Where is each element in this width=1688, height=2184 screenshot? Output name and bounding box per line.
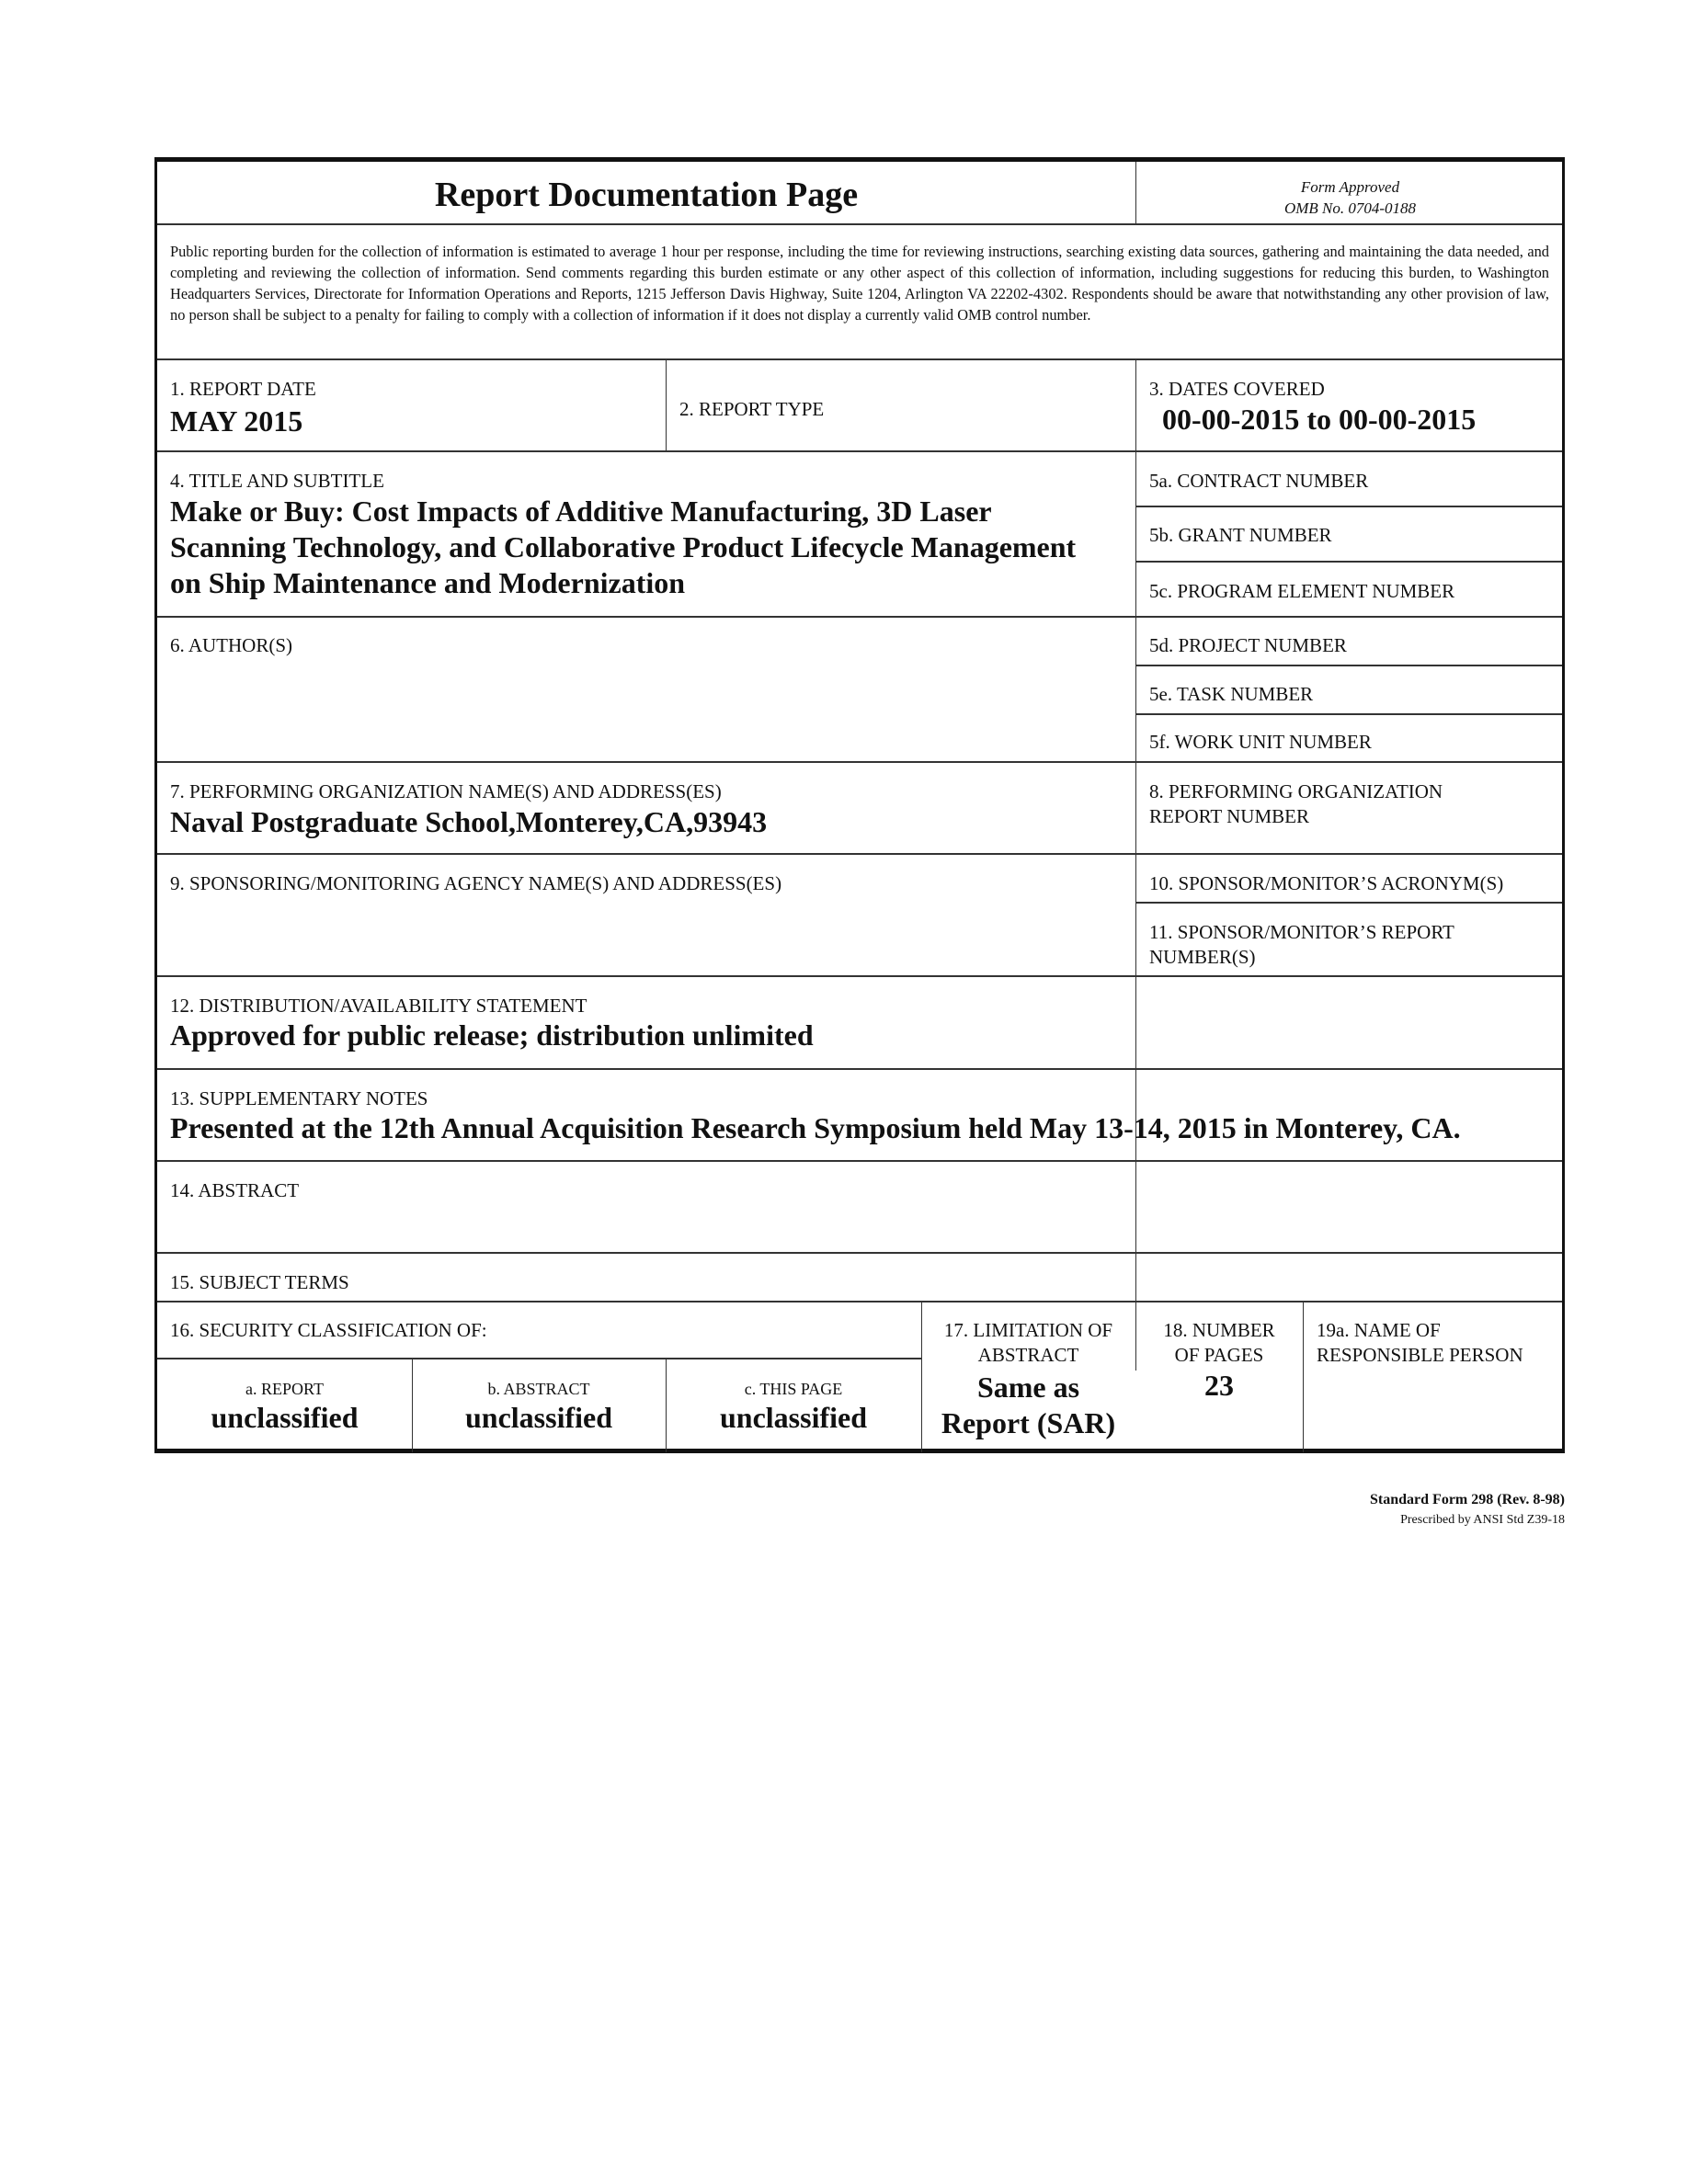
supplementary-notes-label: 13. SUPPLEMENTARY NOTES [170, 1087, 428, 1109]
security-abstract-value[interactable]: unclassified [464, 1401, 613, 1434]
limitation-of-abstract-value-1[interactable]: Same as [976, 1371, 1080, 1404]
responsible-person-label-2: RESPONSIBLE PERSON [1317, 1344, 1523, 1366]
abstract-label: 14. ABSTRACT [170, 1179, 300, 1201]
sponsor-report-number-label-2: NUMBER(S) [1149, 946, 1256, 968]
divider [157, 975, 1562, 977]
divider [1135, 162, 1136, 223]
divider [157, 761, 1562, 763]
report-date-value[interactable]: MAY 2015 [170, 404, 303, 438]
security-report-label: a. REPORT [245, 1380, 324, 1398]
dates-covered-value[interactable]: 00-00-2015 to 00-00-2015 [1162, 403, 1477, 436]
limitation-of-abstract-label-1: 17. LIMITATION OF [943, 1319, 1113, 1341]
divider [157, 450, 1562, 452]
security-this-page-value[interactable]: unclassified [719, 1401, 868, 1434]
number-of-pages-label-2: OF PAGES [1174, 1344, 1264, 1366]
program-element-number-label: 5c. PROGRAM ELEMENT NUMBER [1149, 580, 1455, 602]
divider [1303, 1301, 1304, 1452]
title-line-2[interactable]: Scanning Technology, and Collaborative Product Lifecycle Management [170, 530, 1077, 563]
security-classification-label: 16. SECURITY CLASSIFICATION OF: [170, 1319, 487, 1341]
limitation-of-abstract-label-2: ABSTRACT [977, 1344, 1079, 1366]
divider [157, 1301, 1562, 1302]
divider [1135, 665, 1562, 666]
distribution-label: 12. DISTRIBUTION/AVAILABILITY STATEMENT [170, 995, 587, 1017]
title-line-1[interactable]: Make or Buy: Cost Impacts of Additive Manufacturing, 3D Laser [170, 495, 992, 528]
divider [157, 223, 1562, 225]
divider [1135, 561, 1562, 563]
task-number-label: 5e. TASK NUMBER [1149, 683, 1314, 705]
security-abstract-label: b. ABSTRACT [487, 1380, 590, 1398]
omb-number: OMB No. 0704-0188 [1283, 199, 1417, 217]
grant-number-label: 5b. GRANT NUMBER [1149, 524, 1332, 546]
responsible-person-label-1: 19a. NAME OF [1317, 1319, 1441, 1341]
divider [1135, 506, 1562, 507]
security-this-page-label: c. THIS PAGE [744, 1380, 843, 1398]
divider [157, 1358, 921, 1359]
performing-org-label: 7. PERFORMING ORGANIZATION NAME(S) AND ADDRESS(ES) [170, 780, 722, 802]
form-title: Report Documentation Page [434, 176, 859, 214]
project-number-label: 5d. PROJECT NUMBER [1149, 634, 1347, 656]
title-subtitle-label: 4. TITLE AND SUBTITLE [170, 470, 384, 492]
performing-org-report-number-label-2: REPORT NUMBER [1149, 805, 1309, 827]
dates-covered-label: 3. DATES COVERED [1149, 378, 1325, 400]
work-unit-number-label: 5f. WORK UNIT NUMBER [1149, 731, 1372, 753]
form-approved-label: Form Approved [1300, 178, 1400, 196]
subject-terms-label: 15. SUBJECT TERMS [170, 1271, 349, 1293]
divider [1135, 902, 1562, 904]
burden-statement: Public reporting burden for the collection of information is estimated to average 1 hour per response, including the time for reviewing instructions, searching existing data sources, gathering and maintaining the data needed, and completing and reviewing the collection of information. Send comments regarding this burden estimate or any other aspect of this collection of information, including suggestions for reducing this burden, to Washington Headquarters Services, Directorate for Information Operations and Reports, 1215 Jefferson Davis Highway, Suite 1204, Arlington VA 22202-4302. Respondents should be aware that notwithstanding any other provision of law, no person shall be subject to a penalty for failing to comply with a collection of information if it does not display a currently valid OMB control number. [170, 243, 1549, 324]
report-date-label: 1. REPORT DATE [170, 378, 316, 400]
prescribed-by: Prescribed by ANSI Std Z39-18 [1400, 1513, 1565, 1527]
limitation-of-abstract-value-2[interactable]: Report (SAR) [941, 1406, 1116, 1439]
distribution-value[interactable]: Approved for public release; distribution unlimited [170, 1018, 814, 1052]
title-line-3[interactable]: on Ship Maintenance and Modernization [170, 566, 686, 599]
form-header [157, 162, 1562, 223]
sponsoring-agency-label: 9. SPONSORING/MONITORING AGENCY NAME(S) AND ADDRESS(ES) [170, 872, 782, 894]
divider [157, 616, 1562, 618]
divider [1135, 358, 1136, 1371]
divider [157, 358, 1562, 360]
supplementary-notes-value[interactable]: Presented at the 12th Annual Acquisition Research Symposium held May 13-14, 2015 in Monterey, CA. [170, 1111, 1461, 1144]
divider [1135, 713, 1562, 715]
standard-form-name: Standard Form 298 (Rev. 8-98) [1370, 1492, 1565, 1507]
security-report-value[interactable]: unclassified [211, 1401, 359, 1434]
sponsor-report-number-label-1: 11. SPONSOR/MONITOR’S REPORT [1149, 921, 1454, 943]
report-type-label: 2. REPORT TYPE [679, 398, 825, 420]
performing-org-report-number-label-1: 8. PERFORMING ORGANIZATION [1149, 780, 1443, 802]
divider [157, 1160, 1562, 1162]
divider [157, 1068, 1562, 1070]
divider [666, 358, 667, 450]
contract-number-label: 5a. CONTRACT NUMBER [1149, 470, 1369, 492]
divider [157, 853, 1562, 855]
report-documentation-form [154, 157, 1565, 1453]
performing-org-value[interactable]: Naval Postgraduate School,Monterey,CA,93943 [170, 805, 768, 838]
divider [157, 1252, 1562, 1254]
authors-label: 6. AUTHOR(S) [170, 634, 293, 656]
number-of-pages-label-1: 18. NUMBER [1163, 1319, 1275, 1341]
number-of-pages-value[interactable]: 23 [1204, 1369, 1234, 1402]
sponsor-acronym-label: 10. SPONSOR/MONITOR’S ACRONYM(S) [1149, 872, 1504, 894]
